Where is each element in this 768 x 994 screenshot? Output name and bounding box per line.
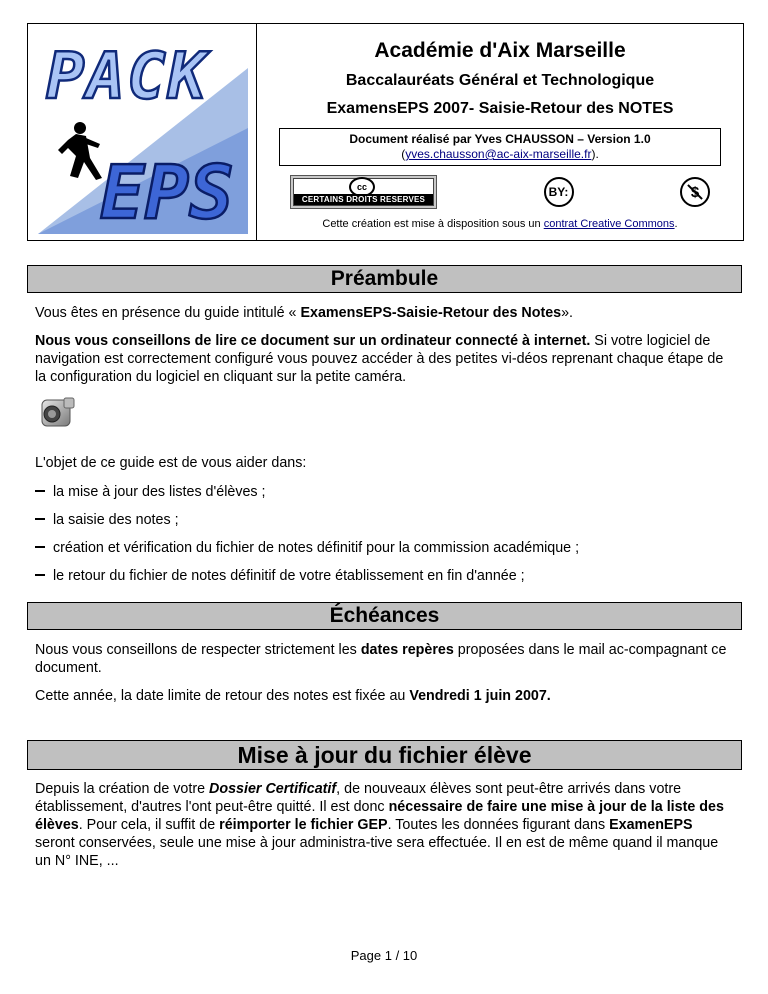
cc-badge-text: CERTAINS DROITS RESERVES	[294, 194, 433, 205]
section-heading-echeances: Échéances	[27, 602, 742, 630]
license-icons-row	[290, 175, 710, 209]
document-subtitle-2: ExamensEPS 2007- Saisie-Retour des NOTES	[326, 100, 674, 117]
cc-icon: cc	[349, 177, 375, 197]
license-line	[257, 218, 743, 230]
preambule-paragraph-2: Nous vous conseillons de lire ce document sur un ordinateur connecté à internet. Si votre logiciel de navigation est correctement configuré vous pouvez accéder à des petites vi-déos reprenant chaque étape de la configuration du logiciel en cliquant sur la petite caméra.	[35, 333, 724, 385]
list-item: la mise à jour des listes d'élèves ;	[35, 483, 735, 501]
list-item: le retour du fichier de notes définitif de votre établissement en fin d'année ;	[35, 567, 735, 585]
preambule-paragraph-1: Vous êtes en présence du guide intitulé « ExamensEPS-Saisie-Retour des Notes».	[35, 305, 574, 321]
svg-text:PACK: PACK	[46, 40, 209, 114]
author-email-link[interactable]: yves.chausson@ac-aix-marseille.fr	[405, 147, 592, 161]
list-item: la saisie des notes ;	[35, 511, 735, 529]
document-title: Académie d'Aix Marseille	[374, 39, 626, 62]
author-box	[279, 128, 721, 166]
video-camera-icon[interactable]	[38, 394, 78, 430]
section-heading-mise-a-jour: Mise à jour du fichier élève	[27, 740, 742, 770]
page-number: Page 1 / 10	[350, 948, 418, 963]
email-suffix: ).	[591, 147, 599, 161]
section-heading-preambule: Préambule	[27, 265, 742, 293]
author-line: Document réalisé par Yves CHAUSSON – Version 1.0	[349, 132, 651, 146]
echeances-paragraph-2: Cette année, la date limite de retour des notes est fixée au Vendredi 1 juin 2007.	[35, 688, 551, 704]
title-cell	[257, 24, 743, 240]
creative-commons-link[interactable]: contrat Creative Commons	[543, 218, 675, 230]
document-subtitle-1: Baccalauréats Général et Technologique	[345, 72, 655, 89]
license-prefix: Cette création est mise à disposition sous un	[322, 218, 544, 230]
author-email-line	[280, 147, 720, 162]
preambule-paragraph-3: L'objet de ce guide est de vous aider dans:	[35, 455, 307, 471]
dollar-sign: $	[690, 183, 700, 201]
email-prefix: (	[401, 147, 406, 161]
license-suffix: .	[674, 218, 678, 230]
attribution-icon: BY:	[544, 177, 574, 207]
mise-a-jour-paragraph: Depuis la création de votre Dossier Certificatif, de nouveaux élèves sont peut-être arrivés dans votre établissement, d'autres l'ont peut-être quitté. Il est donc nécessaire de faire une mise à jour de la liste des élèves. Pour cela, il suffit de réimporter le fichier GEP. Toutes les données figurant dans ExamenEPS seront conservées, seule une mise à jour administra-tive sera effectuée. Il en est de même quand il manque un N° INE, ...	[35, 781, 724, 869]
list-item: création et vérification du fichier de notes définitif pour la commission académique ;	[35, 539, 735, 557]
svg-text:EPS: EPS	[100, 150, 234, 234]
cc-certains-droits-badge[interactable]	[290, 175, 437, 209]
echeances-paragraph-1: Nous vous conseillons de respecter strictement les dates repères proposées dans le mail ac-compagnant ce document.	[35, 642, 727, 676]
pack-eps-logo	[28, 24, 257, 240]
non-commercial-icon	[680, 177, 710, 207]
header-box	[27, 23, 744, 241]
